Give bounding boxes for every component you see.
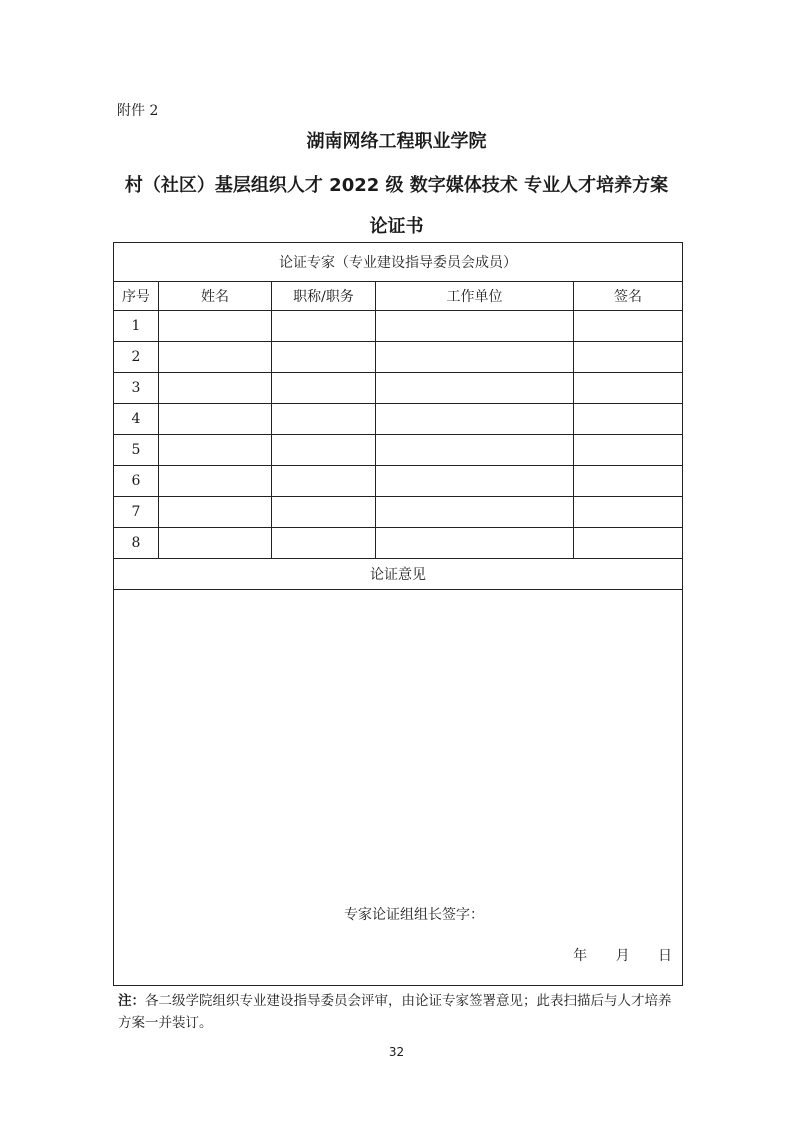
signature-cell[interactable]: [574, 342, 683, 373]
row-index: 6: [114, 466, 159, 497]
table-row: [114, 311, 683, 342]
name-cell[interactable]: [159, 404, 272, 435]
opinion-section-heading: 论证意见: [114, 559, 683, 590]
table-row: [114, 528, 683, 559]
title-cell[interactable]: [272, 373, 376, 404]
row-index: 1: [114, 311, 159, 342]
name-cell[interactable]: [159, 497, 272, 528]
certification-form: [113, 242, 683, 986]
signature-cell[interactable]: [574, 435, 683, 466]
date-line: [573, 945, 672, 965]
name-cell[interactable]: [159, 466, 272, 497]
title-cell[interactable]: [272, 342, 376, 373]
footnote-text: 各二级学院组织专业建设指导委员会评审，由论证专家签署意见；此表扫描后与人才培养方案一并装订。: [118, 993, 672, 1031]
title-cell[interactable]: [272, 466, 376, 497]
page-number: 32: [388, 1045, 405, 1059]
table-row: [114, 342, 683, 373]
workplace-cell[interactable]: [376, 435, 574, 466]
workplace-cell[interactable]: [376, 404, 574, 435]
month-label: 月: [615, 948, 630, 964]
table-row: [114, 497, 683, 528]
title-cell[interactable]: [272, 435, 376, 466]
title-cell[interactable]: [272, 528, 376, 559]
row-index: 4: [114, 404, 159, 435]
signature-cell[interactable]: [574, 528, 683, 559]
signature-cell[interactable]: [574, 404, 683, 435]
column-header-index: 序号: [114, 282, 159, 311]
title-cell[interactable]: [272, 497, 376, 528]
workplace-cell[interactable]: [376, 466, 574, 497]
column-header-workplace: 工作单位: [376, 282, 574, 311]
name-cell[interactable]: [159, 342, 272, 373]
row-index: 3: [114, 373, 159, 404]
leader-signature-label: 专家论证组组长签字：: [344, 907, 484, 923]
title-cell[interactable]: [272, 404, 376, 435]
year-label: 年: [573, 948, 588, 964]
name-cell[interactable]: [159, 311, 272, 342]
workplace-cell[interactable]: [376, 528, 574, 559]
workplace-cell[interactable]: [376, 342, 574, 373]
experts-section-heading: 论证专家（专业建设指导委员会成员）: [114, 243, 683, 282]
day-label: 日: [658, 948, 673, 964]
workplace-cell[interactable]: [376, 497, 574, 528]
signature-cell[interactable]: [574, 466, 683, 497]
name-cell[interactable]: [159, 373, 272, 404]
table-row: [114, 373, 683, 404]
table-header-row: [114, 282, 683, 311]
school-title: 湖南网络工程职业学院: [306, 131, 487, 152]
signature-cell[interactable]: [574, 373, 683, 404]
row-index: 8: [114, 528, 159, 559]
workplace-cell[interactable]: [376, 311, 574, 342]
footnote-prefix: 注：: [118, 993, 145, 1009]
document-title: 论证书: [369, 216, 424, 237]
row-index: 7: [114, 497, 159, 528]
workplace-cell[interactable]: [376, 373, 574, 404]
title-cell[interactable]: [272, 311, 376, 342]
signature-cell[interactable]: [574, 497, 683, 528]
program-title: 村（社区）基层组织人才 2022 级 数字媒体技术 专业人才培养方案: [124, 175, 669, 196]
attachment-label: 附件 2: [117, 103, 159, 119]
signature-cell[interactable]: [574, 311, 683, 342]
row-index: 5: [114, 435, 159, 466]
table-row: [114, 404, 683, 435]
column-header-title: 职称/职务: [272, 282, 376, 311]
row-index: 2: [114, 342, 159, 373]
column-header-name: 姓名: [159, 282, 272, 311]
opinion-text-area[interactable]: [114, 590, 683, 986]
name-cell[interactable]: [159, 528, 272, 559]
name-cell[interactable]: [159, 435, 272, 466]
table-row: [114, 466, 683, 497]
table-row: [114, 435, 683, 466]
footnote: [118, 990, 678, 1034]
column-header-signature: 签名: [574, 282, 683, 311]
